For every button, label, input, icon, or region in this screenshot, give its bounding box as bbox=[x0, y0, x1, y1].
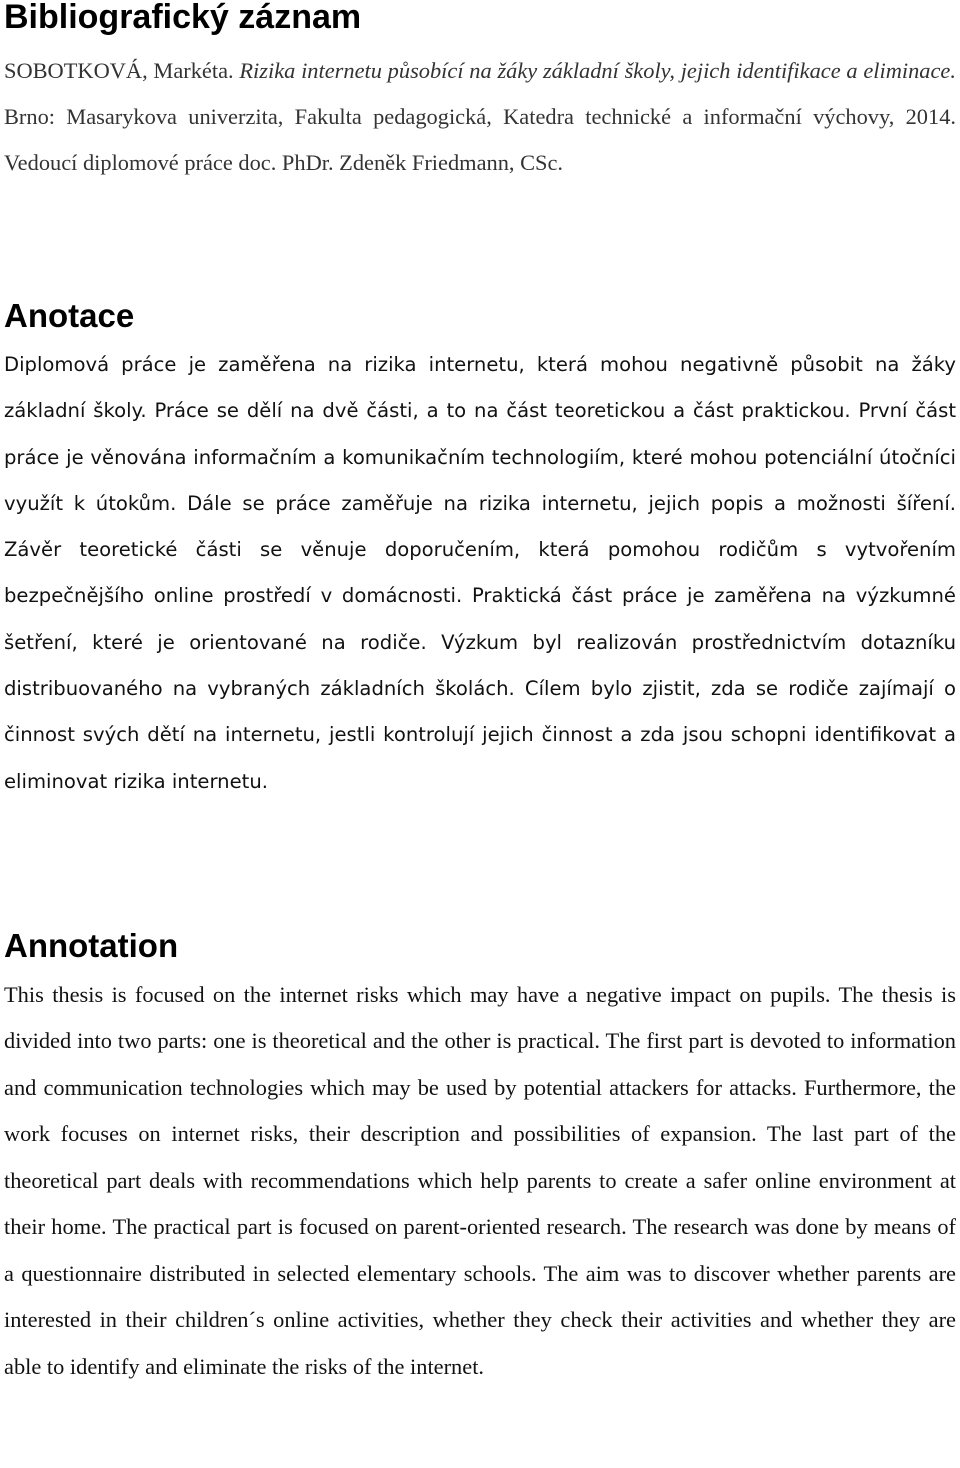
citation-title: Rizika internetu působící na žáky základní školy, jejich identifikace a eliminace. bbox=[239, 58, 956, 83]
bibliographic-record-heading: Bibliografický záznam bbox=[4, 0, 362, 36]
citation-details: Brno: Masarykova univerzita, Fakulta pedagogická, Katedra technické a informační výchovy, 2014. Vedoucí diplomové práce doc. PhDr. Zdeněk Friedmann, CSc. bbox=[4, 104, 956, 175]
annotation-paragraph: This thesis is focused on the internet risks which may have a negative impact on pupils. The thesis is divided into two parts: one is theoretical and the other is practical. The first part is devoted to information and communication technologies which may be used by potential attackers for attacks. Furthermore, the work focuses on internet risks, their description and possibilities of expansion. The last part of the theoretical part deals with recommendations which help parents to create a safer online environment at their home. The practical part is focused on parent-oriented research. The research was done by means of a questionnaire distributed in selected elementary schools. The aim was to discover whether parents are interested in their children´s online activities, whether they check their activities and whether they are able to identify and eliminate the risks of the internet. bbox=[4, 981, 956, 1379]
document-page bbox=[4, 0, 956, 1390]
citation-author: SOBOTKOVÁ, Markéta. bbox=[4, 58, 234, 83]
annotation-heading: Annotation bbox=[4, 926, 179, 964]
bibliographic-citation bbox=[4, 48, 956, 186]
anotace-paragraph: Diplomová práce je zaměřena na rizika internetu, která mohou negativně působit na žáky základní školy. Práce se dělí na dvě části, a to na část teoretickou a část praktickou. První část práce je věnována informačním a komunikačním technologiím, které mohou potenciální útočníci využít k útokům. Dále se práce zaměřuje na rizika internetu, jejich popis a možnosti šíření. Závěr teoretické části se věnuje doporučením, která pomohou rodičům s vytvořením bezpečnějšího online prostředí v domácnosti. Praktická část práce je zaměřena na výzkumné šetření, které je orientované na rodiče. Výzkum byl realizován prostřednictvím dotazníku distribuovaného na vybraných základních školách. Cílem bylo zjistit, zda se rodiče zajímají o činnost svých dětí na internetu, jestli kontrolují jejich činnost a zda jsou schopni identifikovat a eliminovat rizika internetu. bbox=[4, 353, 956, 793]
anotace-heading: Anotace bbox=[4, 297, 135, 334]
